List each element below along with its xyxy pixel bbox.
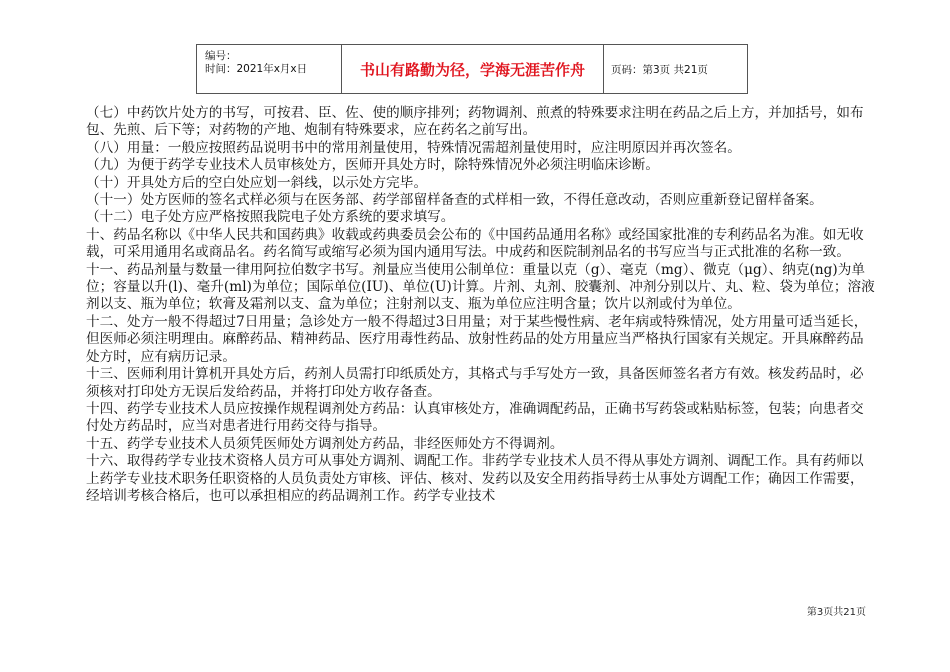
section-11: 十一、药品剂量与数量一律用阿拉伯数字书写。剂量应当使用公制单位：重量以克（g）、毫克（mg）、微克（μg）、纳克(ng)为单位；容量以升(l)、毫升(ml)为单位；国际单位(IU)、单位(U)计算。片剂、丸剂、胶囊剂、冲剂分别以片、丸、粒、袋为单位；溶液剂以支、瓶为单位；软膏及霜剂以支、盒为单位；注射剂以支、瓶为单位应注明含量；饮片以剂或付为单位。 — [86, 261, 875, 313]
header-motto: 书山有路勤为径，学海无涯苦作舟 — [342, 45, 604, 93]
paragraph-8: （八）用量：一般应按照药品说明书中的常用剂量使用，特殊情况需超剂量使用时，应注明原因并再次签名。 — [86, 139, 741, 156]
section-14: 十四、药学专业技术人员应按操作规程调剂处方药品：认真审核处方，准确调配药品，正确书写药袋或粘贴标签，包装；向患者交付处方药品时，应当对患者进行用药交待与指导。 — [86, 400, 864, 435]
paragraph-11: （十一）处方医师的签名式样必须与在医务部、药学部留样备查的式样相一致，不得任意改动，否则应重新登记留样备案。 — [86, 192, 823, 209]
paragraph-9: （九）为便于药学专业技术人员审核处方，医师开具处方时，除特殊情况外必须注明临床诊断。 — [86, 157, 660, 174]
section-10: 十、药品名称以《中华人民共和国药典》收载或药典委员会公布的《中国药品通用名称》或经国家批准的专利药品名为准。如无收载，可采用通用名或商品名。药名简写或缩写必须为国内通用写法。中成药和医院制剂品名的书写应当与正式批准的名称一致。 — [86, 226, 864, 261]
section-16: 十六、取得药学专业技术资格人员方可从事处方调剂、调配工作。非药学专业技术人员不得从事处方调剂、调配工作。具有药师以上药学专业技术职务任职资格的人员负责处方审核、评估、核对、发药以及安全用药指导药士从事处方调配工作；确因工作需要，经培训考核合格后，也可以承担相应的药品调剂工作。药学专业技术 — [86, 453, 864, 504]
section-13: 十三、医师利用计算机开具处方后，药剂人员需打印纸质处方，其格式与手写处方一致，具备医师签名者方有效。核发药品时，必须核对打印处方无误后发给药品，并将打印处方收存备查。 — [86, 366, 864, 400]
page-header — [196, 44, 748, 94]
section-12: 十二、处方一般不得超过7日用量；急诊处方一般不得超过3日用量；对于某些慢性病、老年病或特殊情况，处方用量可适当延长，但医师必须注明理由。麻醉药品、精神药品、医疗用毒性药品、放射性药品的处方用量应当严格执行国家有关规定。开具麻醉药品处方时，应有病历记录。 — [86, 313, 868, 365]
page-footer: 第3页共21页 — [806, 607, 866, 618]
document-body — [86, 105, 876, 505]
number-label: 编号： — [205, 50, 237, 62]
paragraph-12: （十二）电子处方应严格按照我院电子处方系统的要求填写。 — [86, 209, 455, 226]
section-15: 十五、药学专业技术人员须凭医师处方调剂处方药品，非经医师处方不得调剂。 — [86, 435, 564, 452]
header-page-label: 页码：第3页 共21页 — [611, 63, 708, 76]
paragraph-10: （十）开具处方后的空白处应划一斜线，以示处方完毕。 — [86, 174, 428, 191]
paragraph-7: （七）中药饮片处方的书写，可按君、臣、佐、使的顺序排列；药物调剂、煎煮的特殊要求注明在药品之后上方，并加括号，如布包、先煎、后下等；对药物的产地、炮制有特殊要求，应在药名之前写出。 — [86, 105, 864, 139]
header-meta — [197, 45, 342, 93]
time-label: 时间：2021年x月x日 — [205, 63, 308, 75]
